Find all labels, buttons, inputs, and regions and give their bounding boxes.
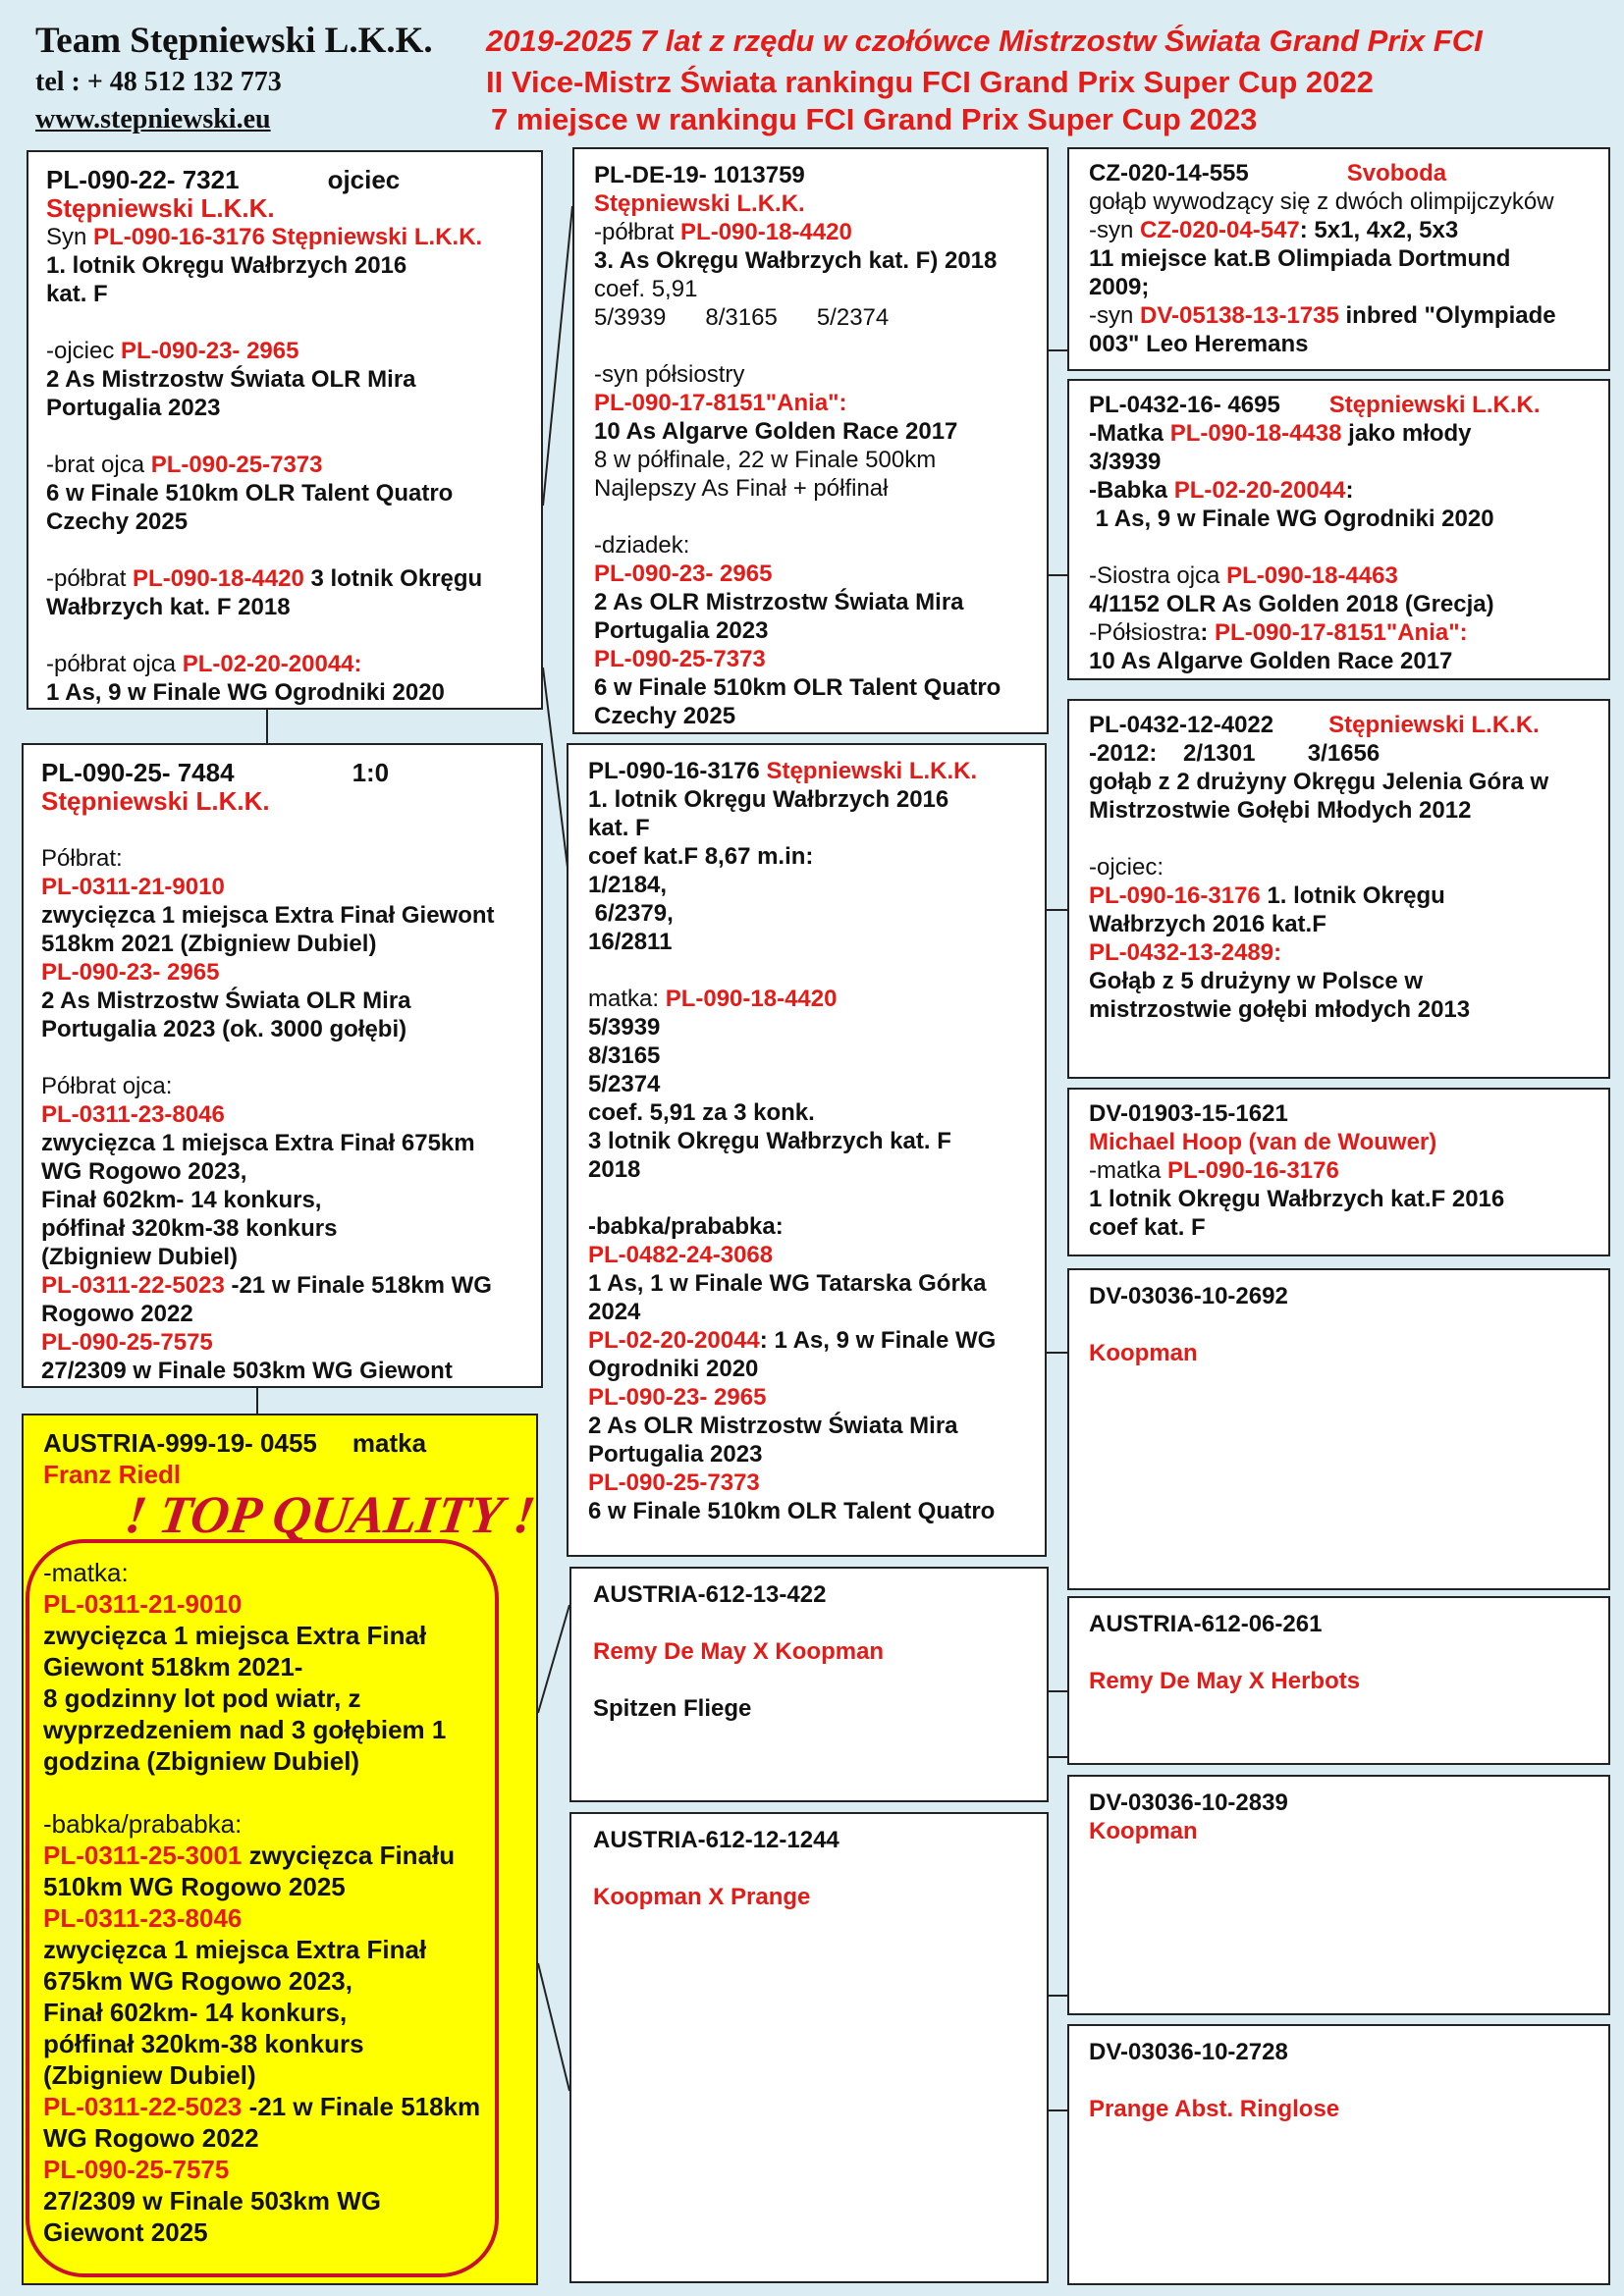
ring-number: PL-090-25- 7484 bbox=[41, 758, 235, 787]
ring-number: PL-090-16-3176 bbox=[93, 224, 265, 250]
result-text: 1 As, 9 w Finale WG Ogrodniki 2020 bbox=[46, 679, 445, 706]
result-text: zwycięzca Finału bbox=[248, 1841, 456, 1870]
great-grandparent-card-1 bbox=[1067, 147, 1610, 371]
result-text: jako młody bbox=[1348, 420, 1472, 447]
ring-number: PL-090-16-3176 bbox=[1167, 1157, 1339, 1184]
relation-label: -matka: bbox=[43, 1558, 129, 1587]
ring-number: PL-090-16-3176 bbox=[588, 758, 760, 784]
result-text: WG Rogowo 2023, bbox=[41, 1158, 247, 1185]
relation-label: -Babka bbox=[1089, 477, 1168, 504]
result-text: 675km WG Rogowo 2023, bbox=[43, 1966, 352, 1996]
result-text: (Zbigniew Dubiel) bbox=[43, 2060, 256, 2090]
great-grandparent-card-7 bbox=[1067, 1775, 1610, 2015]
relation-label: -syn półsiostry bbox=[594, 361, 745, 388]
result-text: Wałbrzych kat. F 2018 bbox=[46, 594, 291, 620]
result-text: zwycięzca 1 miejsca Extra Finał 675km bbox=[41, 1130, 475, 1156]
ring-number: DV-01903-15-1621 bbox=[1089, 1100, 1288, 1127]
breeder: Svoboda bbox=[1346, 160, 1447, 187]
result-text: 518km 2021 (Zbigniew Dubiel) bbox=[41, 931, 377, 957]
result-text: Ogrodniki 2020 bbox=[588, 1356, 759, 1382]
result-text: 003" Leo Heremans bbox=[1089, 331, 1309, 357]
result-text: 8/3165 bbox=[588, 1042, 661, 1069]
result-text: coef. 5,91 bbox=[594, 276, 698, 302]
ring-number: PL-090-18-4420 bbox=[665, 986, 838, 1012]
relation-label: Syn bbox=[46, 224, 87, 250]
ring-number: PL-090-18-4463 bbox=[1226, 562, 1398, 589]
result-text: Gołąb z 5 drużyny w Polsce w bbox=[1089, 968, 1424, 994]
result-text: 8 w półfinale, 22 w Finale 500km bbox=[594, 447, 937, 473]
result-text: 27/2309 w Finale 503km WG bbox=[43, 2186, 381, 2216]
ring-number: PL-090-22- 7321 bbox=[46, 165, 240, 194]
result-text: zwycięzca 1 miejsca Extra Finał bbox=[43, 1935, 427, 1964]
result-text: inbred "Olympiade bbox=[1345, 302, 1556, 329]
achievement-1: 2019-2025 7 lat z rzędu w czołówce Mistrzostw Świata Grand Prix FCI bbox=[486, 24, 1483, 58]
result-text: Finał 602km- 14 konkurs, bbox=[41, 1187, 322, 1213]
result-text: 1. lotnik Okręgu bbox=[1267, 882, 1445, 909]
team-name: Team Stępniewski L.K.K. bbox=[35, 21, 433, 61]
relation-label: -dziadek: bbox=[594, 532, 690, 559]
result-text: 2 As OLR Mistrzostw Świata Mira bbox=[588, 1413, 958, 1439]
result-text: 2 As Mistrzostw Świata OLR Mira bbox=[46, 366, 416, 393]
result-text: zwycięzca 1 miejsca Extra Finał Giewont bbox=[41, 902, 495, 929]
result-text: 16/2811 bbox=[588, 929, 673, 955]
great-grandparent-card-2: PL-0432-16- 4695 Stępniewski L.K.K. -Matka PL-090-18-4438 jako młody 3/3939 -Babka PL-02-20-20044: 1 As, 9 w Finale WG Ogrodniki 2020 -Siostra ojca PL-090-18-4463 4/1152 OLR As Golden 2018 (Grecja) -Półsiostra: PL-090-17-8151"Ania": 10 As Algarve Golden Race 2017 bbox=[1067, 379, 1610, 680]
result-text: Rogowo 2022 bbox=[41, 1301, 193, 1327]
ring-number: DV-05138-13-1735 bbox=[1140, 302, 1339, 329]
ring-number: PL-090-18-4438 bbox=[1169, 420, 1342, 447]
ring-number: PL-0311-25-3001 bbox=[43, 1841, 243, 1870]
ring-number: PL-0482-24-3068 bbox=[588, 1242, 774, 1268]
result-text: : 1 As, 9 w Finale WG bbox=[759, 1327, 997, 1354]
result-text: (Zbigniew Dubiel) bbox=[41, 1244, 238, 1270]
ring-number: PL-090-16-3176 bbox=[1089, 882, 1261, 909]
result-text: Najlepszy As Finał + półfinał bbox=[594, 475, 889, 502]
strain-text: Prange Abst. Ringlose bbox=[1089, 2096, 1340, 2122]
breeder: Franz Riedl bbox=[43, 1460, 182, 1489]
ring-number: PL-090-18-4420 bbox=[133, 565, 304, 592]
result-text: Giewont 518km 2021- bbox=[43, 1652, 303, 1682]
ring-number: PL-090-18-4420 bbox=[680, 219, 852, 245]
relation-label: -syn bbox=[1089, 217, 1134, 243]
sire-card bbox=[27, 150, 543, 710]
ring-number: PL-02-20-20044 bbox=[1173, 477, 1346, 504]
result-text: -21 w Finale 518km WG bbox=[231, 1272, 492, 1299]
great-grandparent-card-8 bbox=[1067, 2024, 1610, 2285]
result-text: 1 lotnik Okręgu Wałbrzych kat.F 2016 bbox=[1089, 1186, 1505, 1212]
strain-text: Koopman bbox=[1089, 1340, 1198, 1366]
result-text: 2009; bbox=[1089, 274, 1150, 300]
result-text: 5/3939 8/3165 5/2374 bbox=[594, 304, 890, 331]
result-text: 3. As Okręgu Wałbrzych kat. F) 2018 bbox=[594, 247, 998, 274]
result-text: Portugalia 2023 (ok. 3000 gołębi) bbox=[41, 1016, 407, 1042]
relation-label: -Półsiostra bbox=[1089, 619, 1201, 646]
result-text: Czechy 2025 bbox=[594, 703, 736, 729]
relation-label: -Matka bbox=[1089, 420, 1164, 447]
ring-number: PL-090-25-7373 bbox=[588, 1469, 760, 1496]
result-text: 1 As, 1 w Finale WG Tatarska Górka bbox=[588, 1270, 987, 1297]
result-text: 2 As OLR Mistrzostw Świata Mira bbox=[594, 589, 964, 615]
result-text: Portugalia 2023 bbox=[46, 395, 221, 421]
result-text: 10 As Algarve Golden Race 2017 bbox=[594, 418, 958, 445]
ring-number: AUSTRIA-999-19- 0455 bbox=[43, 1428, 317, 1458]
result-text: 8 godzinny lot pod wiatr, z bbox=[43, 1683, 361, 1713]
result-text: gołąb wywodzący się z dwóch olimpijczyków bbox=[1089, 188, 1554, 215]
ring-number: PL-090-25-7575 bbox=[43, 2155, 230, 2184]
result-text: coef kat. F bbox=[1089, 1214, 1206, 1241]
ring-number: PL-090-23- 2965 bbox=[121, 338, 299, 364]
result-text: coef. 5,91 za 3 konk. bbox=[588, 1099, 815, 1126]
breeder: Stępniewski L.K.K. bbox=[766, 758, 978, 784]
achievement-3: 7 miejsce w rankingu FCI Grand Prix Super Cup 2023 bbox=[491, 102, 1258, 136]
ring-number: PL-DE-19- 1013759 bbox=[594, 162, 805, 188]
ring-number: PL-0311-22-5023 bbox=[43, 2092, 243, 2121]
breeder: Stępniewski L.K.K. bbox=[594, 190, 805, 217]
breeder: Michael Hoop (van de Wouwer) bbox=[1089, 1129, 1437, 1155]
result-text: 2018 bbox=[588, 1156, 641, 1183]
result-text: WG Rogowo 2022 bbox=[43, 2123, 259, 2153]
relation-label: -półbrat bbox=[594, 219, 675, 245]
relation-label: Półbrat: bbox=[41, 845, 123, 872]
strain-text: Remy De May X Koopman bbox=[593, 1638, 885, 1665]
role-label: ojciec bbox=[327, 165, 401, 194]
maternal-granddam-card bbox=[569, 1812, 1049, 2283]
ring-number: PL-02-20-20044 bbox=[588, 1327, 760, 1354]
result-text: 5/2374 bbox=[588, 1071, 661, 1097]
ring-number: PL-0311-23-8046 bbox=[41, 1101, 225, 1128]
strain-text: Koopman bbox=[1089, 1818, 1198, 1844]
relation-label: matka: bbox=[588, 986, 660, 1012]
result-text: 6 w Finale 510km OLR Talent Quatro bbox=[588, 1498, 996, 1524]
ring-number: PL-090-23- 2965 bbox=[594, 561, 773, 587]
ring-number: PL-090-25-7373 bbox=[150, 452, 323, 478]
result-text: gołąb z 2 drużyny Okręgu Jelenia Góra w bbox=[1089, 769, 1549, 795]
great-grandparent-card-6 bbox=[1067, 1596, 1610, 1765]
result-text: Mistrzostwie Gołębi Młodych 2012 bbox=[1089, 797, 1472, 824]
breeder: Stępniewski L.K.K. bbox=[1328, 392, 1541, 418]
result-text: 2024 bbox=[588, 1299, 641, 1325]
result-text: 27/2309 w Finale 503km WG Giewont bbox=[41, 1358, 453, 1384]
result-text: godzina (Zbigniew Dubiel) bbox=[43, 1746, 360, 1776]
result-text: 3 lotnik Okręgu Wałbrzych kat. F bbox=[588, 1128, 951, 1154]
ring-number: PL-0432-16- 4695 bbox=[1089, 392, 1280, 418]
ring-number: PL-0311-21-9010 bbox=[43, 1589, 243, 1619]
ring-number: PL-090-23- 2965 bbox=[588, 1384, 767, 1411]
ring-number: PL-090-25-7575 bbox=[41, 1329, 213, 1356]
achievement-2: II Vice-Mistrz Świata rankingu FCI Grand Prix Super Cup 2022 bbox=[486, 65, 1374, 99]
strain-text: Remy De May X Herbots bbox=[1089, 1668, 1361, 1694]
result-text: coef kat.F 8,67 m.in: bbox=[588, 843, 814, 870]
ring-number: AUSTRIA-612-13-422 bbox=[593, 1581, 827, 1608]
result-text: 6 w Finale 510km OLR Talent Quatro bbox=[594, 674, 1001, 701]
strain-text: Koopman X Prange bbox=[593, 1884, 811, 1910]
relation-label: -brat ojca bbox=[46, 452, 145, 478]
ring-number: PL-090-25-7373 bbox=[594, 646, 766, 672]
result-text: 5/3939 bbox=[588, 1014, 661, 1041]
relation-label: -matka bbox=[1089, 1157, 1162, 1184]
result-text: półfinał 320km-38 konkurs bbox=[41, 1215, 338, 1242]
role-label: matka bbox=[352, 1428, 427, 1458]
paternal-granddam-card bbox=[567, 743, 1047, 1557]
result-text: 1 As, 9 w Finale WG Ogrodniki 2020 bbox=[1089, 506, 1494, 532]
ring-number: PL-0432-12-4022 bbox=[1089, 712, 1274, 738]
great-grandparent-card-4 bbox=[1067, 1088, 1610, 1256]
breeder: Stępniewski L.K.K. bbox=[1328, 712, 1540, 738]
maternal-grandsire-card bbox=[569, 1567, 1049, 1802]
ring-number: PL-090-17-8151"Ania": bbox=[594, 390, 847, 416]
ring-number: PL-090-17-8151"Ania": bbox=[1215, 619, 1468, 646]
result-text: 1. lotnik Okręgu Wałbrzych 2016 bbox=[588, 786, 949, 813]
breeder: Stępniewski L.K.K. bbox=[46, 193, 275, 223]
result-text: Portugalia 2023 bbox=[588, 1441, 763, 1468]
ring-number: PL-0432-13-2489: bbox=[1089, 939, 1282, 966]
relation-label: -syn bbox=[1089, 302, 1134, 329]
result-text: Wałbrzych 2016 kat.F bbox=[1089, 911, 1326, 937]
result-text: kat. F bbox=[588, 815, 650, 841]
result-text: Portugalia 2023 bbox=[594, 617, 769, 644]
relation-label: -Siostra ojca bbox=[1089, 562, 1220, 589]
result-text: Giewont 2025 bbox=[43, 2217, 208, 2247]
strain-text: Spitzen Fliege bbox=[593, 1695, 752, 1722]
result-text: : 5x1, 4x2, 5x3 bbox=[1299, 217, 1459, 243]
relation-label: Półbrat ojca: bbox=[41, 1073, 173, 1099]
great-grandparent-card-3 bbox=[1067, 699, 1610, 1079]
breeder: Stępniewski L.K.K. bbox=[41, 786, 270, 816]
great-grandparent-card-5 bbox=[1067, 1268, 1610, 1590]
breeder: Stępniewski L.K.K. bbox=[271, 224, 483, 250]
website-link[interactable]: www.stepniewski.eu bbox=[35, 104, 271, 134]
result-text: 4/1152 OLR As Golden 2018 (Grecja) bbox=[1089, 591, 1494, 617]
result-text: 1. lotnik Okręgu Wałbrzych 2016 bbox=[46, 252, 407, 279]
relation-label: -babka/prababka: bbox=[43, 1809, 243, 1839]
relation-label: -ojciec: bbox=[1089, 854, 1164, 881]
ring-number: CZ-020-04-547 bbox=[1140, 217, 1300, 243]
result-text: Finał 602km- 14 konkurs, bbox=[43, 1998, 348, 2027]
result-text: -2012: 2/1301 3/1656 bbox=[1089, 740, 1380, 767]
result-text: 2 As Mistrzostw Świata OLR Mira bbox=[41, 988, 411, 1014]
score-label: 1:0 bbox=[352, 758, 390, 787]
phone: tel : + 48 512 132 773 bbox=[35, 67, 282, 97]
ring-number: AUSTRIA-612-06-261 bbox=[1089, 1611, 1323, 1637]
result-text: 3/3939 bbox=[1089, 449, 1162, 475]
relation-label: -półbrat bbox=[46, 565, 127, 592]
subject-card bbox=[22, 743, 543, 1388]
relation-label: -półbrat ojca bbox=[46, 651, 177, 677]
result-text: 11 miejsce kat.B Olimpiada Dortmund bbox=[1089, 245, 1511, 272]
result-text: 3 lotnik Okręgu bbox=[310, 565, 483, 592]
result-text: -21 w Finale 518km bbox=[248, 2092, 481, 2121]
result-text: kat. F bbox=[46, 281, 108, 307]
ring-number: PL-02-20-20044: bbox=[182, 651, 362, 677]
result-text: 510km WG Rogowo 2025 bbox=[43, 1872, 346, 1901]
result-text: mistrzostwie gołębi młodych 2013 bbox=[1089, 996, 1471, 1023]
ring-number: AUSTRIA-612-12-1244 bbox=[593, 1827, 839, 1853]
result-text: Czechy 2025 bbox=[46, 508, 189, 535]
relation-label: -babka/prababka: bbox=[588, 1213, 784, 1240]
ring-number: DV-03036-10-2692 bbox=[1089, 1283, 1288, 1309]
ring-number: DV-03036-10-2728 bbox=[1089, 2039, 1288, 2065]
ring-number: PL-090-23- 2965 bbox=[41, 959, 220, 986]
ring-number: PL-0311-22-5023 bbox=[41, 1272, 225, 1299]
result-text: 6/2379, bbox=[588, 900, 674, 927]
result-text: zwycięzca 1 miejsca Extra Finał bbox=[43, 1621, 427, 1650]
dam-highlights bbox=[43, 1557, 480, 2248]
ring-number: CZ-020-14-555 bbox=[1089, 160, 1249, 187]
ring-number: DV-03036-10-2839 bbox=[1089, 1789, 1288, 1816]
result-text: wyprzedzeniem nad 3 gołębiem 1 bbox=[43, 1715, 447, 1744]
ring-number: PL-0311-23-8046 bbox=[43, 1903, 243, 1933]
paternal-grandsire-card bbox=[572, 147, 1049, 734]
result-text: 1/2184, bbox=[588, 872, 668, 898]
result-text: 10 As Algarve Golden Race 2017 bbox=[1089, 648, 1453, 674]
ring-number: PL-0311-21-9010 bbox=[41, 874, 225, 900]
result-text: 6 w Finale 510km OLR Talent Quatro bbox=[46, 480, 454, 507]
top-quality-stamp: ! TOP QUALITY ! bbox=[121, 1485, 539, 1544]
result-text: półfinał 320km-38 konkurs bbox=[43, 2029, 364, 2058]
relation-label: -ojciec bbox=[46, 338, 115, 364]
